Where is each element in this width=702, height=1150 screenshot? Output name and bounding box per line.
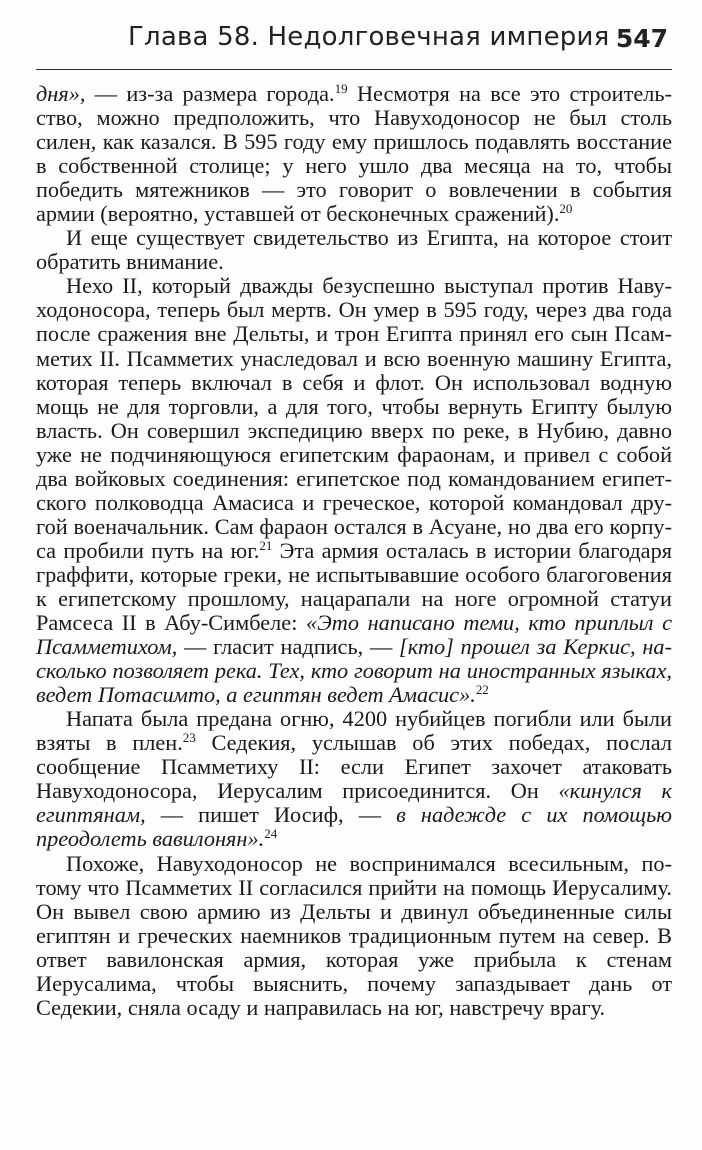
italic-quote: в надежде с их помощью преодолеть вавилонян». <box>36 802 672 852</box>
text-run: Седекия, услышав об этих победах, послал сообщение Псамметиху II: если Египет захочет атаковать Навуходоносора, Иерусалим присоединится. Он <box>36 730 672 804</box>
text-run: — гласит надпись, — <box>177 634 400 660</box>
paragraph-5 <box>36 852 672 1020</box>
footnote-ref-20[interactable]: 20 <box>559 201 573 217</box>
text-run: Похоже, Навуходоносор не воспринимался всесильным, потому что Псамметих II согласился прийти на помощь Иерусалиму. Он вывел свою армию из Дельты и двинул объединенные силы египтян и греческих наемников традиционным путем на север. В ответ вавилонская армия, которая уже прибыла к стенам Иерусалима, чтобы выяснить, почему запаздывает дань от Седекии, сняла осаду и направилась на юг, навстречу врагу. <box>36 850 672 1020</box>
text-run: Нехо II, который дважды безуспешно выступал против Навуходоносора, теперь был мертв. Он умер в 595 году, через два года после сражения вне Дельты, и трон Египта принял его сын Псамметих II. Псамметих унаследовал и всю военную машину Египта, которая теперь включал в себя и флот. Он использовал водную мощь не для торговли, а для того, чтобы вернуть Египту былую власть. Он совершил экспедицию вверх по реке, в Нубию, давно уже не подчиняющуюся египетским фараонам, и привел с собой два войковых соединения: египетское под командованием египетского полководца Амасиса и греческое, которой командовал другой военачальник. Сам фараон остался в Асуане, но два его корпуса пробили путь на юг. <box>36 273 672 563</box>
italic-quote: «кинулся к египтянам, <box>36 778 672 828</box>
page-number: 547 <box>615 24 668 53</box>
italic-quote: [кто] прошел за Керкис, насколько позволяет река. Тех, кто говорит на иностранных языках, ведет Потасимто, а египтян ведет Амасис». <box>36 634 672 708</box>
footnote-ref-23[interactable]: 23 <box>182 730 196 746</box>
paragraph-1 <box>36 82 672 226</box>
running-title: Глава 58. Недолговечная империя <box>128 22 610 52</box>
footnote-ref-21[interactable]: 21 <box>259 537 273 553</box>
text-run: Напата была предана огню, 4200 нубийцев погибли или были взяты в плен. <box>36 706 672 756</box>
text-run: Эта армия осталась в истории благодаря граффити, которые греки, не испытывавшие особого благоговения к египетскому прошлому, нацарапали на ноге огромной статуи Рамсеса II в Абу-Симбеле: <box>36 537 672 636</box>
paragraph-4 <box>36 707 672 851</box>
text-run: И еще существует свидетельство из Египта, на которое стоит обратить внимание. <box>36 225 672 275</box>
footnote-ref-22[interactable]: 22 <box>475 682 489 698</box>
page-header <box>36 22 672 62</box>
text-run: — пишет Иосиф, — <box>145 802 397 828</box>
footnote-ref-24[interactable]: 24 <box>264 826 278 842</box>
text-run: — из-за размера города. <box>85 81 335 106</box>
footnote-ref-19[interactable]: 19 <box>334 81 348 96</box>
paragraph-2 <box>36 226 672 274</box>
body-text <box>36 82 672 1020</box>
paragraph-3 <box>36 274 672 707</box>
header-rule <box>36 69 672 70</box>
italic-quote-end: дня», <box>36 81 86 106</box>
text-run: Несмотря на все это строительство, можно предположить, что Навуходоносор не был столь силен, как казался. В 595 году ему пришлось подавлять восстание в собственной столице; у него ушло два месяца на то, чтобы победить мятежников — это говорит о вовлечении в события армии (вероятно, уставшей от бесконечных сражений). <box>36 81 672 227</box>
italic-quote: «Это написано теми, кто приплыл с Псамметихом, <box>36 610 673 660</box>
